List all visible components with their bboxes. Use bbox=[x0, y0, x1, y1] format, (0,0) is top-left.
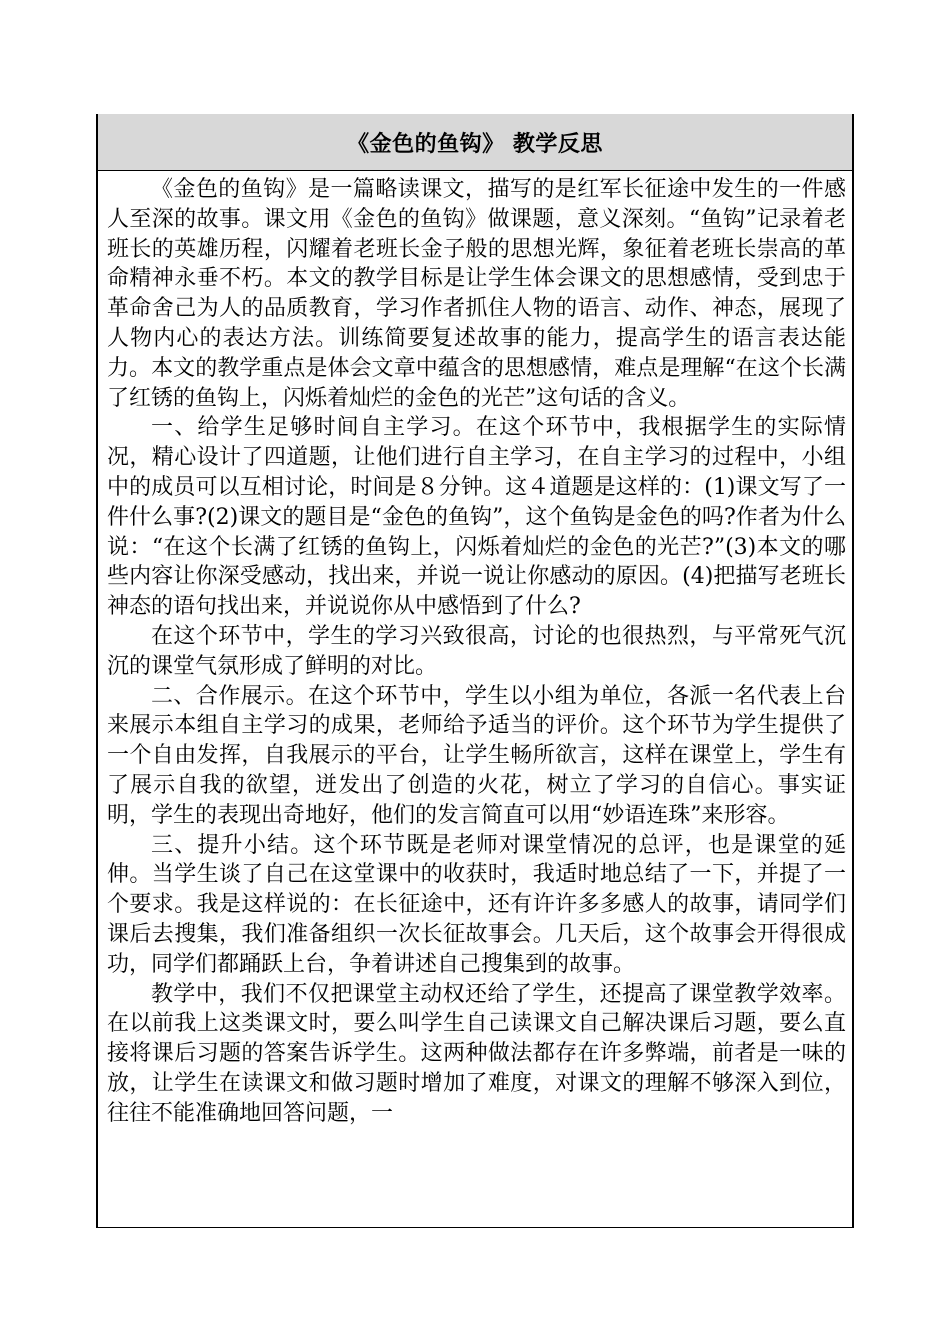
paragraph: 二、合作展示。在这个环节中，学生以小组为单位，各派一名代表上台来展示本组自主学习的成果，老师给予适当的评价。这个环节为学生提供了一个自由发挥，自我展示的平台，让学生畅所欲言，这样在课堂上，学生有了展示自我的欲望，迸发出了创造的火花，树立了学习的自信心。事实证明，学生的表现出奇地好，他们的发言简直可以用“妙语连珠”来形容。 bbox=[107, 683, 846, 828]
document-body bbox=[98, 171, 852, 1129]
paragraph: 在这个环节中，学生的学习兴致很高，讨论的也很热烈，与平常死气沉沉的课堂气氛形成了鲜明的对比。 bbox=[107, 623, 846, 679]
paragraph: 一、给学生足够时间自主学习。在这个环节中，我根据学生的实际情况，精心设计了四道题，让他们进行自主学习，在自主学习的过程中，小组中的成员可以互相讨论，时间是８分钟。这４道题是这样的：(1)课文写了一件什么事?(2)课文的题目是“金色的鱼钩”，这个鱼钩是金色的吗?作者为什么说：“在这个长满了红锈的鱼钩上，闪烁着灿烂的金色的光芒?”(3)本文的哪些内容让你深受感动，找出来，并说一说让你感动的原因。(4)把描写老班长神态的语句找出来，并说说你从中感悟到了什么? bbox=[107, 415, 846, 620]
document-title: 《金色的鱼钩》 教学反思 bbox=[98, 114, 852, 171]
paragraph: 教学中，我们不仅把课堂主动权还给了学生，还提高了课堂教学效率。在以前我上这类课文时，要么叫学生自己读课文自己解决课后习题，要么直接将课后习题的答案告诉学生。这两种做法都存在许多弊端，前者是一味的放，让学生在读课文和做习题时增加了难度，对课文的理解不够深入到位，往往不能准确地回答问题，一 bbox=[107, 981, 846, 1126]
paragraph: 《金色的鱼钩》是一篇略读课文，描写的是红军长征途中发生的一件感人至深的故事。课文用《金色的鱼钩》做课题，意义深刻。“鱼钩”记录着老班长的英雄历程，闪耀着老班长金子般的思想光辉，象征着老班长崇高的革命精神永垂不朽。本文的教学目标是让学生体会课文的思想感情，受到忠于革命舍己为人的品质教育，学习作者抓住人物的语言、动作、神态，展现了人物内心的表达方法。训练简要复述故事的能力，提高学生的语言表达能力。本文的教学重点是体会文章中蕴含的思想感情，难点是理解“在这个长满了红锈的鱼钩上，闪烁着灿烂的金色的光芒”这句话的含义。 bbox=[107, 177, 846, 411]
document-table bbox=[96, 114, 854, 1228]
paragraph: 三、提升小结。这个环节既是老师对课堂情况的总评，也是课堂的延伸。当学生谈了自己在这堂课中的收获时，我适时地总结了一下，并提了一个要求。我是这样说的：在长征途中，还有许许多多感人的故事，请同学们课后去搜集，我们准备组织一次长征故事会。几天后，这个故事会开得很成功，同学们都踊跃上台，争着讲述自己搜集到的故事。 bbox=[107, 832, 846, 977]
